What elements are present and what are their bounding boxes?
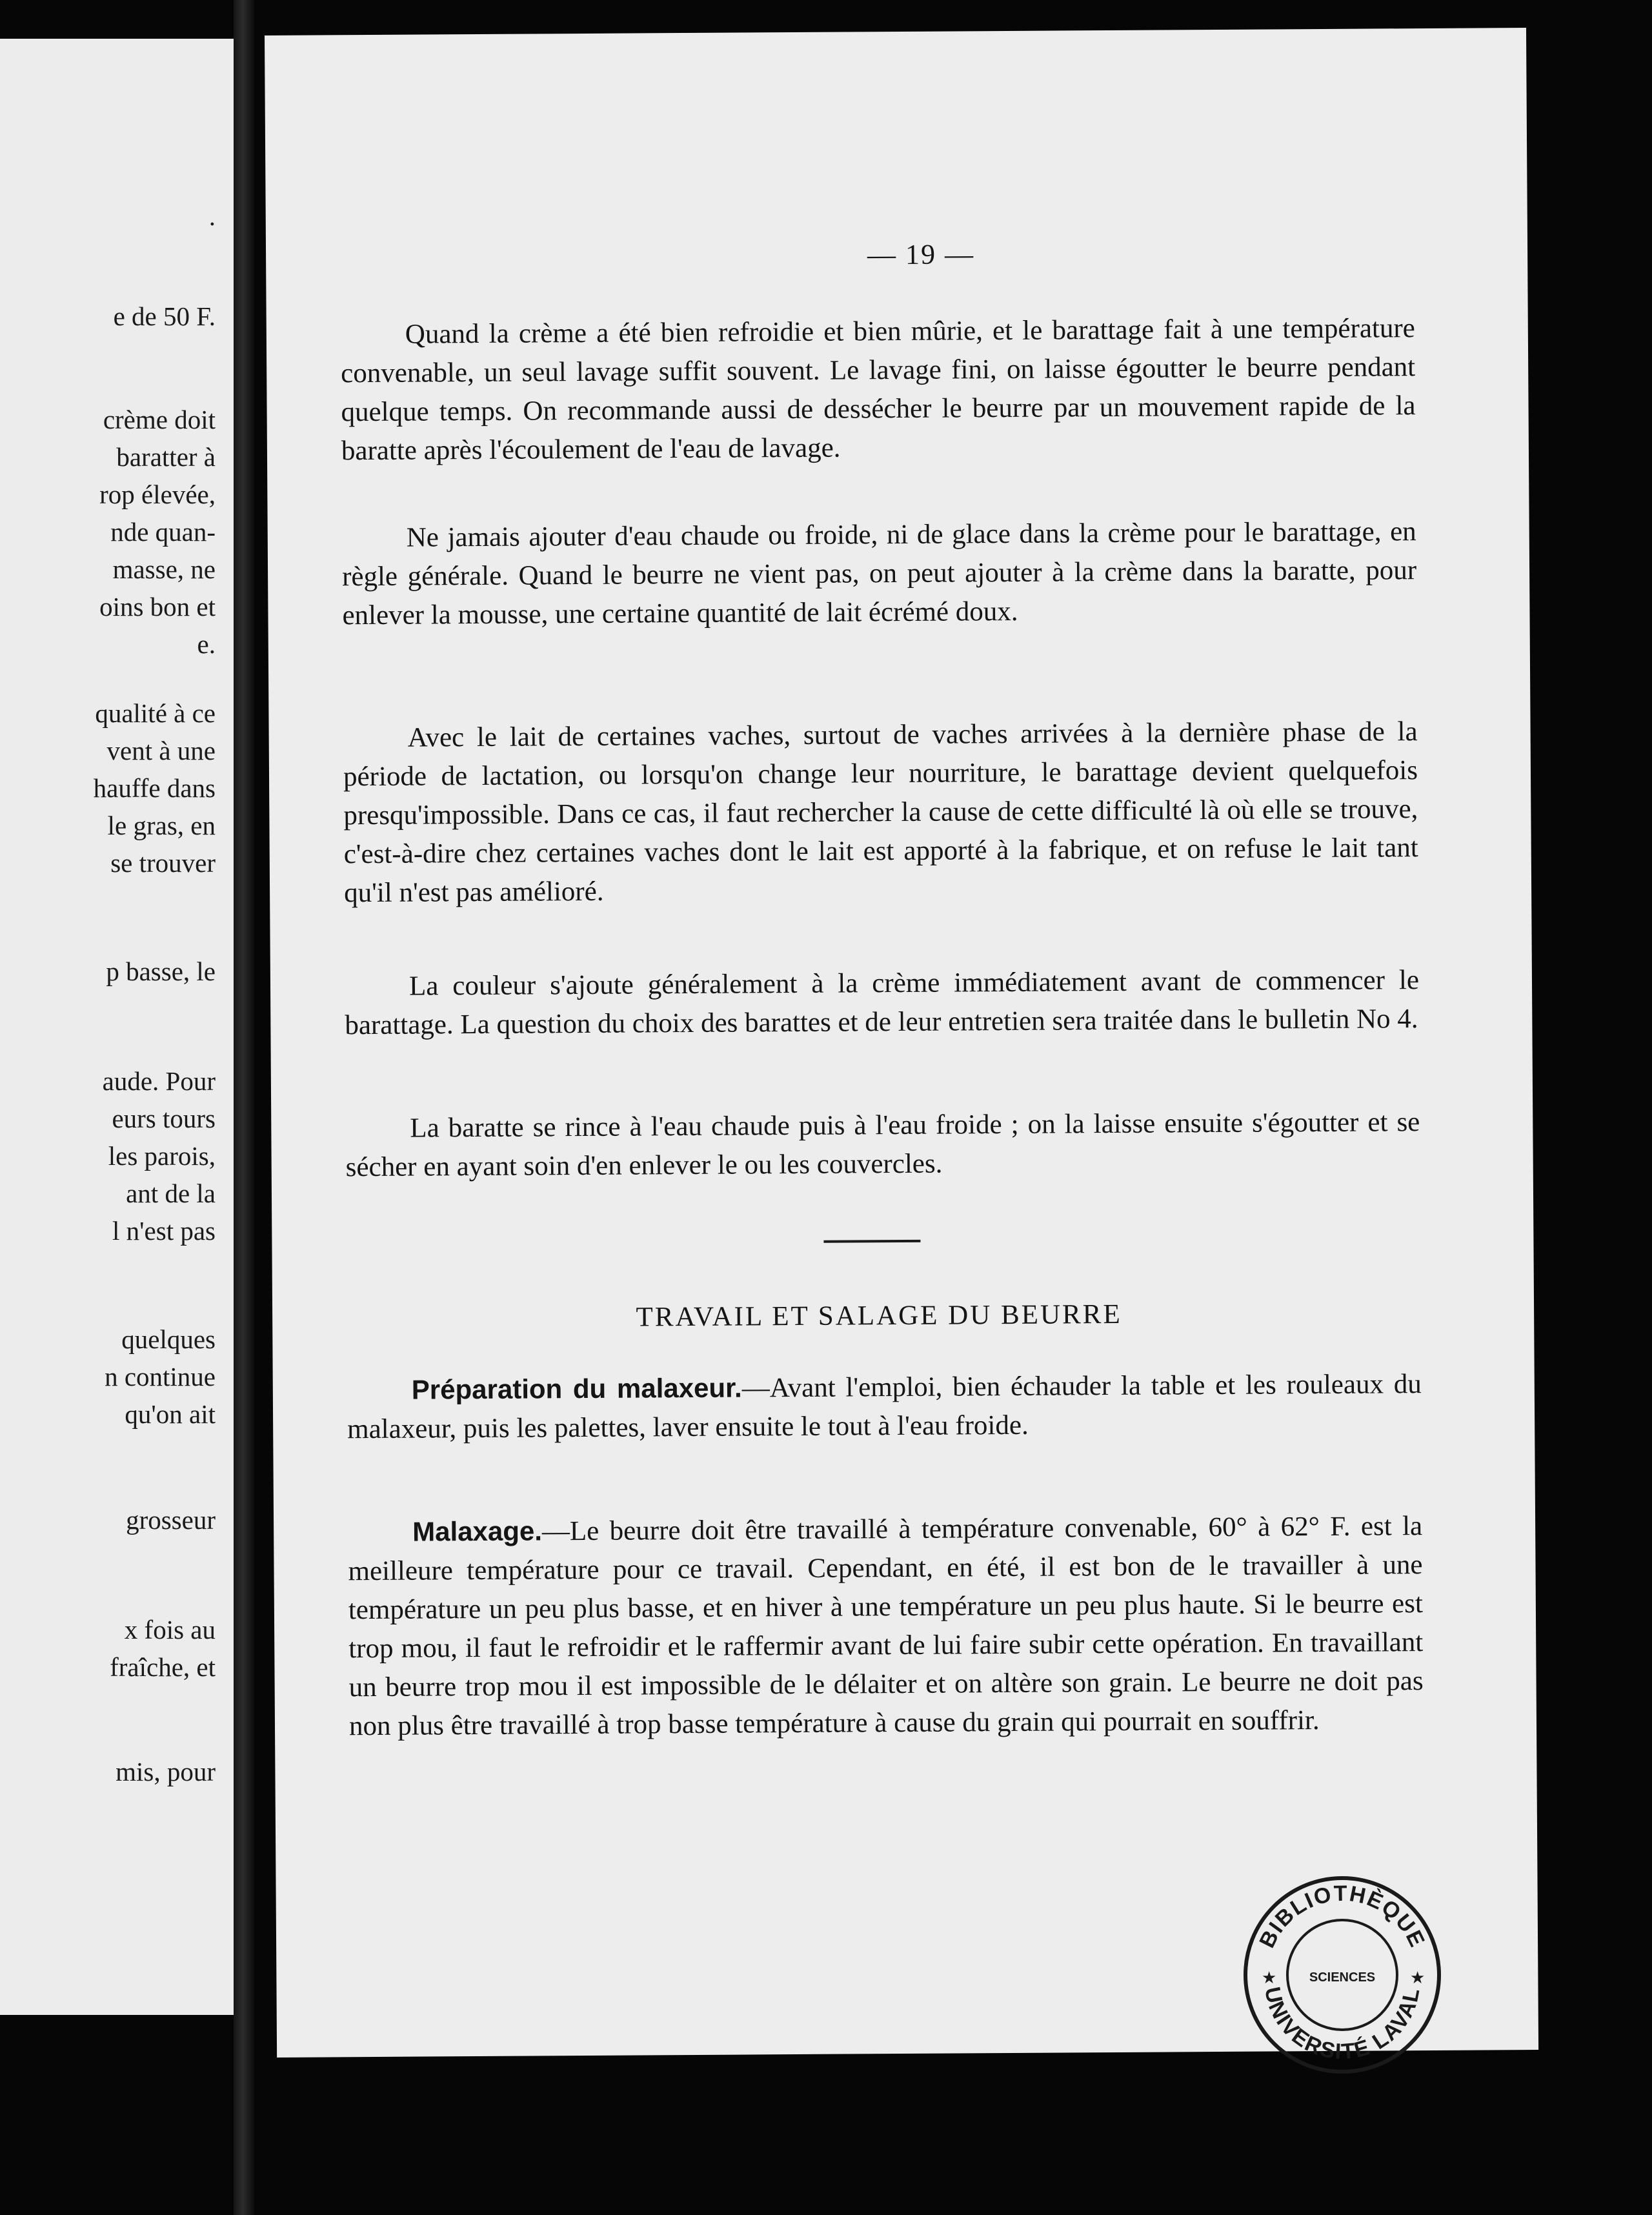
left-page-line: hauffe dans: [93, 773, 216, 803]
paragraph: Ne jamais ajouter d'eau chaude ou froide, ni de glace dans la crème pour le barattage, en règle générale. Quand le beurre ne vient pas, on peut ajouter à la crème dans la baratte, pour enlever la mousse, une certaine quantité de lait écrémé doux.: [341, 516, 1417, 631]
previous-page-fragment: [0, 39, 234, 2015]
stamp-bottom-text: UNIVERSITÉ LAVAL: [1259, 1985, 1425, 2065]
section-heading: TRAVAIL ET SALAGE DU BEURRE: [636, 1299, 1122, 1333]
left-page-line: l n'est pas: [112, 1216, 216, 1246]
stamp-center-text: SCIENCES: [1309, 1970, 1376, 1985]
left-page-line: crème doit: [103, 405, 216, 434]
left-page-line: eurs tours: [112, 1104, 216, 1133]
book-spine-gutter: [234, 0, 254, 2215]
library-stamp: [1236, 1868, 1449, 2081]
stamp-top-text: BIBLIOTHÈQUE: [1254, 1881, 1430, 1952]
subsection-text: —Le beurre doit être travaillé à température convenable, 60° à 62° F. est la meilleure température pour ce travail. Cependant, en été, il est bon de le travailler à une température un peu plus basse, et en hiver à une température un peu plus haute. Si le beurre est trop mou, il faut le refroidir et le raffermir avant de lui faire subir cette opération. En travaillant un beurre trop mou il est impossible de le délaiter et on altère son grain. Le beurre ne doit pas non plus être travaillé à trop basse température à cause du grain qui pourrait en souffrir.: [348, 1511, 1424, 1742]
subsection-text: —Avant l'emploi, bien échauder la table et les rouleaux du malaxeur, puis les palettes, laver ensuite le tout à l'eau froide.: [347, 1369, 1422, 1445]
subsection-paragraph: [348, 1506, 1424, 1746]
left-page-line: masse, ne: [112, 554, 216, 584]
left-page-line: mis, pour: [116, 1757, 216, 1786]
left-page-line: se trouver: [110, 848, 216, 878]
left-page-line: qu'on ait: [125, 1399, 216, 1429]
left-page-line: aude. Pour: [102, 1066, 216, 1096]
left-page-line: ant de la: [126, 1178, 216, 1208]
left-page-line: grosseur: [126, 1505, 216, 1535]
stamp-star-icon: ★: [1262, 1968, 1277, 1987]
left-page-line: p basse, le: [106, 956, 216, 986]
stamp-star-icon: ★: [1410, 1968, 1425, 1987]
page-number: — 19 —: [867, 238, 975, 271]
paragraph: Quand la crème a été bien refroidie et bien mûrie, et le barattage fait à une température convenable, un seul lavage suffit souvent. Le lavage fini, on laisse égoutter le beurre pendant quelque temps. On recommande aussi de dessécher le beurre par un mouvement rapide de la baratte après l'écoulement de l'eau de lavage.: [341, 313, 1416, 467]
paragraph: La baratte se rince à l'eau chaude puis à l'eau froide ; on la laisse ensuite s'égoutter et se sécher en ayant soin d'en enlever le ou les couvercles.: [345, 1107, 1420, 1183]
left-page-line: les parois,: [108, 1141, 216, 1171]
left-page-line: quelques: [121, 1324, 216, 1354]
document-page: [265, 28, 1538, 2058]
left-page-line: rop élevée,: [99, 480, 216, 509]
section-divider: [823, 1240, 920, 1243]
left-page-line: oins bon et: [99, 592, 216, 622]
left-page-line: e de 50 F.: [113, 301, 216, 331]
left-page-line: n continue: [105, 1362, 216, 1391]
left-page-line: qualité à ce: [95, 698, 216, 728]
paragraph: La couleur s'ajoute généralement à la crème immédiatement avant de commencer le barattage. La question du choix des barattes et de leur entretien sera traitée dans le bulletin No 4.: [345, 965, 1420, 1041]
left-page-line: fraîche, et: [110, 1652, 216, 1682]
subsection-paragraph: [347, 1364, 1422, 1449]
left-page-line: e.: [197, 629, 216, 659]
paragraph: Avec le lait de certaines vaches, surtout de vaches arrivées à la dernière phase de la période de lactation, ou lorsqu'on change leur nourriture, le barattage devient quelquefois presqu'impossible. Dans ce cas, il faut rechercher la cause de cette difficulté là où elle se trouve, c'est-à-dire chez certaines vaches dont le lait est apporté à la fabrique, et on refuse le lait tant qu'il n'est pas amélioré.: [343, 716, 1418, 909]
left-page-line: x fois au: [124, 1615, 216, 1644]
left-page-line: nde quan-: [110, 517, 216, 547]
left-page-line: vent à une: [106, 736, 216, 765]
left-page-line: baratter à: [116, 442, 216, 472]
subsection-title: Préparation du malaxeur.: [411, 1372, 742, 1405]
left-page-line: .: [208, 201, 216, 231]
svg-text:BIBLIOTHÈQUE: [1254, 1881, 1429, 1952]
subsection-title: Malaxage.: [412, 1515, 543, 1547]
left-page-line: le gras, en: [107, 811, 216, 840]
